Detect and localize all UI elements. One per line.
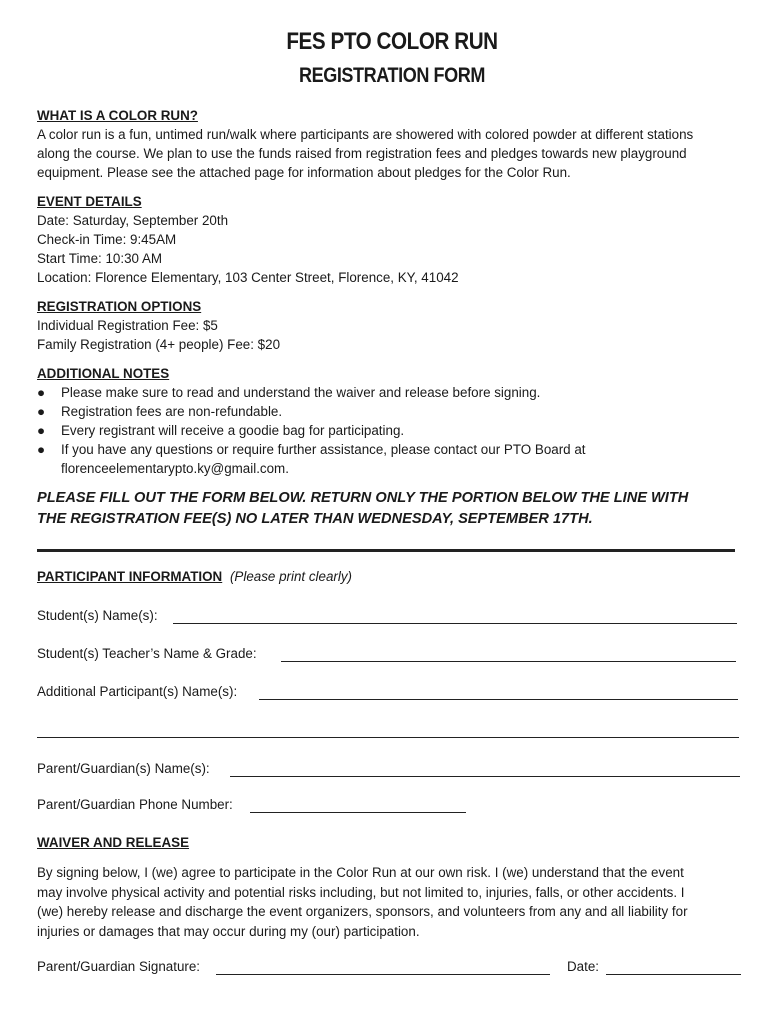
phone-number-field[interactable] <box>250 812 466 813</box>
event-start: Start Time: 10:30 AM <box>37 251 163 266</box>
bullet-icon: ● <box>37 385 46 400</box>
date-field[interactable] <box>606 974 741 975</box>
what-is-heading: WHAT IS A COLOR RUN? <box>37 108 198 123</box>
what-is-line: equipment. Please see the attached page for information about pledges for the Color Run. <box>37 165 571 180</box>
participant-info-header <box>37 569 352 584</box>
bullet-icon: ● <box>37 423 46 438</box>
list-item <box>37 383 757 402</box>
additional-participants-field-line2[interactable] <box>37 737 739 738</box>
waiver-line: (we) hereby release and discharge the event organizers, sponsors, and volunteers from any and all liability for <box>37 904 688 919</box>
parents-name-field[interactable] <box>230 776 740 777</box>
note-text: Every registrant will receive a goodie bag for participating. <box>61 423 405 438</box>
teacher-grade-label: Student(s) Teacher’s Name & Grade: <box>37 646 257 661</box>
event-details-heading: EVENT DETAILS <box>37 194 142 209</box>
print-clearly-hint: (Please print clearly) <box>229 569 352 584</box>
signature-field[interactable] <box>216 974 550 975</box>
form-subtitle: REGISTRATION FORM <box>298 64 485 87</box>
participant-info-heading: PARTICIPANT INFORMATION <box>37 569 223 584</box>
event-checkin: Check-in Time: 9:45AM <box>37 232 177 247</box>
additional-participants-field[interactable] <box>259 699 738 700</box>
date-label: Date: <box>567 959 600 974</box>
form-title: FES PTO COLOR RUN <box>286 28 498 55</box>
students-name-field[interactable] <box>173 623 737 624</box>
what-is-line: A color run is a fun, untimed run/walk where participants are showered with colored powder at different stations <box>37 127 694 142</box>
waiver-line: may involve physical activity and potential risks including, but not limited to, injuries, falls, or other accidents. I <box>37 884 685 900</box>
signature-label: Parent/Guardian Signature: <box>37 959 201 974</box>
teacher-grade-field[interactable] <box>281 661 736 662</box>
waiver-heading: WAIVER AND RELEASE <box>37 835 190 850</box>
waiver-line: By signing below, I (we) agree to participate in the Color Run at our own risk. I (we) understand that the event <box>37 865 684 880</box>
waiver-line: injuries or damages that may occur during my (our) participation. <box>37 923 420 939</box>
note-text: Registration fees are non-refundable. <box>61 404 283 419</box>
additional-participants-label: Additional Participant(s) Name(s): <box>37 684 238 699</box>
list-item <box>37 402 757 421</box>
additional-notes-section <box>37 364 757 478</box>
event-date: Date: Saturday, September 20th <box>37 213 229 228</box>
phone-number-label: Parent/Guardian Phone Number: <box>37 797 233 812</box>
instruction-line: THE REGISTRATION FEE(S) NO LATER THAN WEDNESDAY, SEPTEMBER 17TH. <box>37 511 593 527</box>
family-fee: Family Registration (4+ people) Fee: $20 <box>37 337 281 352</box>
instruction-line: PLEASE FILL OUT THE FORM BELOW. RETURN ONLY THE PORTION BELOW THE LINE WITH <box>37 490 689 506</box>
parents-name-label: Parent/Guardian(s) Name(s): <box>37 761 210 776</box>
notes-list <box>37 383 757 478</box>
event-details-section <box>37 192 757 287</box>
cut-line-divider <box>37 549 735 552</box>
contact-email: florenceelementarypto.ky@gmail.com. <box>61 461 289 476</box>
registration-options-heading: REGISTRATION OPTIONS <box>37 299 202 314</box>
waiver-text <box>37 863 749 941</box>
bullet-icon: ● <box>37 404 46 419</box>
additional-notes-heading: ADDITIONAL NOTES <box>37 366 170 381</box>
note-text: Please make sure to read and understand the waiver and release before signing. <box>61 385 541 400</box>
students-name-label: Student(s) Name(s): <box>37 608 158 623</box>
what-is-line: along the course. We plan to use the funds raised from registration fees and pledges towards new playground <box>37 146 687 161</box>
list-item <box>37 421 757 440</box>
individual-fee: Individual Registration Fee: $5 <box>37 318 218 333</box>
list-item <box>37 440 757 478</box>
registration-options-section <box>37 297 757 354</box>
note-text: If you have any questions or require further assistance, please contact our PTO Board at <box>61 442 586 457</box>
event-location: Location: Florence Elementary, 103 Center Street, Florence, KY, 41042 <box>37 270 459 285</box>
bullet-icon: ● <box>37 442 46 457</box>
what-is-section <box>37 106 757 182</box>
return-instructions <box>37 488 757 530</box>
